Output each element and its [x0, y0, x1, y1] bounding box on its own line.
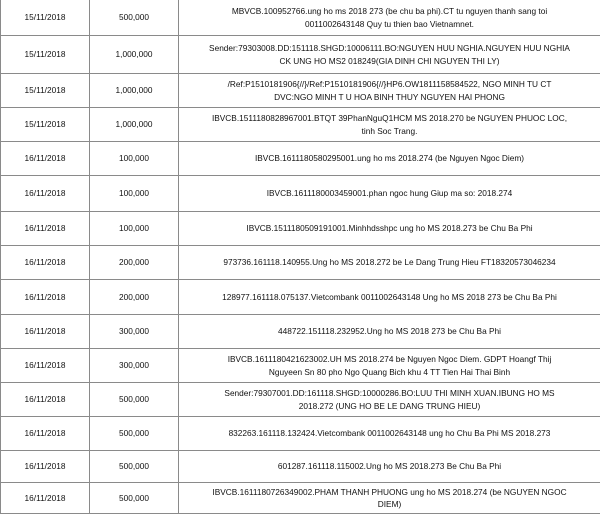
date-cell: 16/11/2018	[1, 212, 90, 246]
description-line: Nguyeen Sn 80 pho Ngo Quang Bich khu 4 TT Tien Hai Thai Binh	[181, 366, 598, 379]
amount-cell: 500,000	[90, 0, 179, 36]
description-cell	[179, 483, 600, 514]
description-line: tinh Soc Trang.	[181, 125, 598, 138]
table-row	[1, 383, 600, 417]
amount-cell: 1,000,000	[90, 74, 179, 108]
amount-cell: 300,000	[90, 349, 179, 383]
table-row	[1, 349, 600, 383]
description-line: MBVCB.100952766.ung ho ms 2018 273 (be chu ba phi).CT tu nguyen thanh sang toi	[181, 5, 598, 18]
description-cell	[179, 451, 600, 483]
table-row	[1, 451, 600, 483]
amount-cell: 200,000	[90, 280, 179, 315]
description-line: Sender:79307001.DD:161118.SHGD:10000286.BO:LUU THI MINH XUAN.IBUNG HO MS	[181, 387, 598, 400]
date-cell: 15/11/2018	[1, 74, 90, 108]
description-cell	[179, 36, 600, 74]
ledger-body	[1, 0, 600, 514]
table-row	[1, 212, 600, 246]
description-cell	[179, 280, 600, 315]
description-line: DIEM)	[181, 498, 598, 511]
table-row	[1, 74, 600, 108]
date-cell: 16/11/2018	[1, 451, 90, 483]
date-cell: 16/11/2018	[1, 246, 90, 280]
date-cell: 16/11/2018	[1, 417, 90, 451]
description-line: IBVCB.1611180003459001.phan ngoc hung Giup ma so: 2018.274	[181, 187, 598, 200]
description-line: IBVCB.1611180580295001.ung ho ms 2018.274 (be Nguyen Ngoc Diem)	[181, 152, 598, 165]
table-row	[1, 483, 600, 514]
description-cell	[179, 108, 600, 142]
table-row	[1, 280, 600, 315]
amount-cell: 100,000	[90, 212, 179, 246]
date-cell: 15/11/2018	[1, 36, 90, 74]
date-cell: 15/11/2018	[1, 0, 90, 36]
amount-cell: 500,000	[90, 383, 179, 417]
description-line: /Ref:P1510181906{//}/Ref:P1510181906{//}HP6.OW1811158584522, NGO MINH TU CT	[181, 78, 598, 91]
date-cell: 16/11/2018	[1, 383, 90, 417]
description-line: 601287.161118.115002.Ung ho MS 2018.273 Be Chu Ba Phi	[181, 460, 598, 473]
description-line: 832263.161118.132424.Vietcombank 0011002643148 ung ho Chu Ba Phi MS 2018.273	[181, 427, 598, 440]
date-cell: 16/11/2018	[1, 176, 90, 212]
description-line: 2018.272 (UNG HO BE LE DANG TRUNG HIEU)	[181, 400, 598, 413]
table-row	[1, 0, 600, 36]
date-cell: 15/11/2018	[1, 108, 90, 142]
description-line: CK UNG HO MS2 018249(GIA DINH CHI NGUYEN THI LY)	[181, 55, 598, 68]
description-cell	[179, 212, 600, 246]
table-row	[1, 417, 600, 451]
table-row	[1, 142, 600, 176]
date-cell: 16/11/2018	[1, 483, 90, 514]
amount-cell: 500,000	[90, 483, 179, 514]
description-line: IBVCB.1611180726349002.PHAM THANH PHUONG ung ho MS 2018.274 (be NGUYEN NGOC	[181, 486, 598, 499]
description-cell	[179, 142, 600, 176]
table-row	[1, 315, 600, 349]
amount-cell: 500,000	[90, 451, 179, 483]
description-line: IBVCB.1511180509191001.Minhhdsshpc ung ho MS 2018.273 be Chu Ba Phi	[181, 222, 598, 235]
amount-cell: 1,000,000	[90, 108, 179, 142]
date-cell: 16/11/2018	[1, 280, 90, 315]
description-line: IBVCB.1511180828967001.BTQT 39PhanNguQ1HCM MS 2018.270 be NGUYEN PHUOC LOC,	[181, 112, 598, 125]
description-line: 973736.161118.140955.Ung ho MS 2018.272 be Le Dang Trung Hieu FT18320573046234	[181, 256, 598, 269]
description-cell	[179, 383, 600, 417]
description-line: DVC:NGO MINH T U HOA BINH THUY NGUYEN HAI PHONG	[181, 91, 598, 104]
description-line: Sender:79303008.DD:151118.SHGD:10006111.BO:NGUYEN HUU NGHIA.NGUYEN HUU NGHIA	[181, 42, 598, 55]
amount-cell: 500,000	[90, 417, 179, 451]
table-row	[1, 36, 600, 74]
date-cell: 16/11/2018	[1, 142, 90, 176]
description-line: 0011002643148 Quy tu thien bao Vietnamnet.	[181, 18, 598, 31]
amount-cell: 100,000	[90, 176, 179, 212]
amount-cell: 300,000	[90, 315, 179, 349]
table-row	[1, 176, 600, 212]
description-cell	[179, 315, 600, 349]
description-cell	[179, 74, 600, 108]
amount-cell: 200,000	[90, 246, 179, 280]
description-cell	[179, 176, 600, 212]
amount-cell: 1,000,000	[90, 36, 179, 74]
description-line: IBVCB.1611180421623002.UH MS 2018.274 be Nguyen Ngoc Diem. GDPT Hoangf Thij	[181, 353, 598, 366]
description-line: 128977.161118.075137.Vietcombank 0011002643148 Ung ho MS 2018 273 be Chu Ba Phi	[181, 291, 598, 304]
date-cell: 16/11/2018	[1, 349, 90, 383]
description-cell	[179, 0, 600, 36]
description-line: 448722.151118.232952.Ung ho MS 2018 273 be Chu Ba Phi	[181, 325, 598, 338]
table-row	[1, 108, 600, 142]
table-row	[1, 246, 600, 280]
description-cell	[179, 246, 600, 280]
date-cell: 16/11/2018	[1, 315, 90, 349]
description-cell	[179, 417, 600, 451]
description-cell	[179, 349, 600, 383]
amount-cell: 100,000	[90, 142, 179, 176]
